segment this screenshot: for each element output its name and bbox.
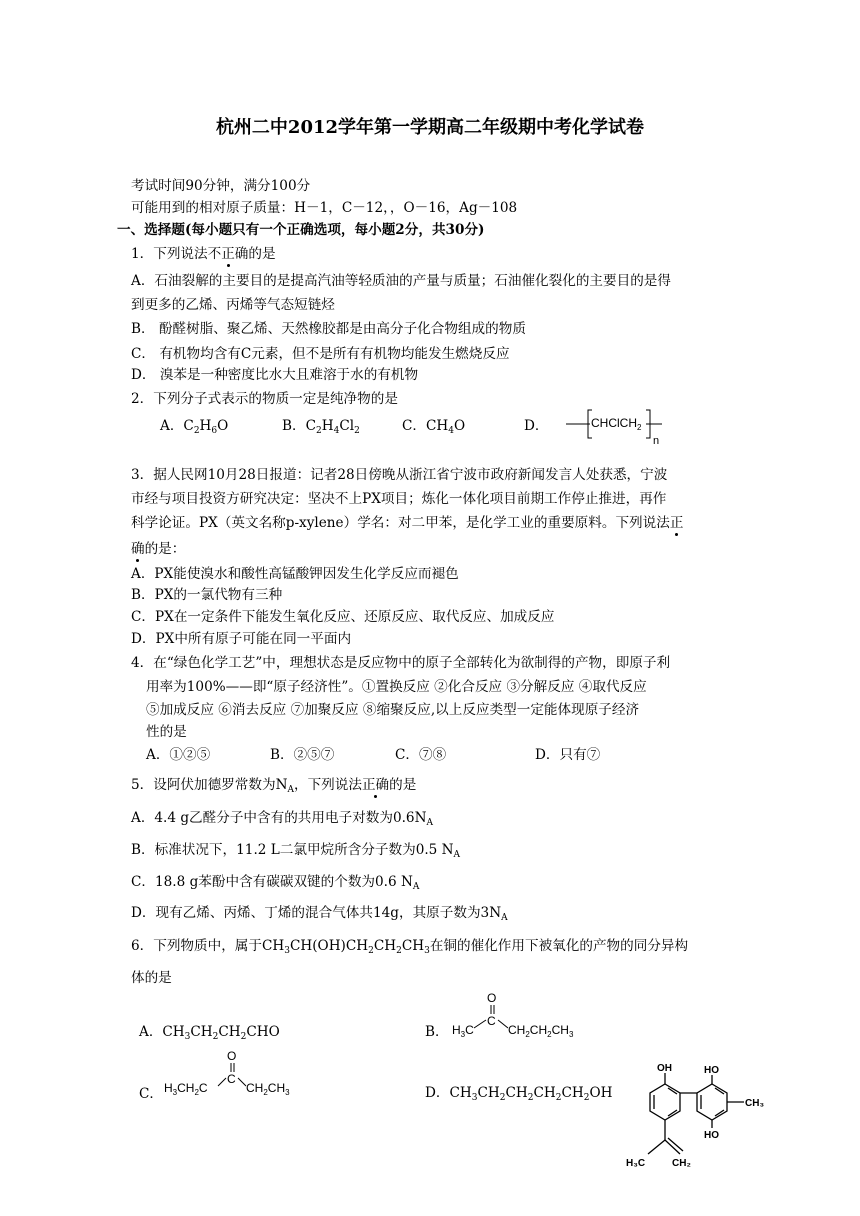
q3-line2: 市经与项目投资方研究决定：坚决不上PX项目；炼化一体化项目前期工作停止推进，再作: [131, 491, 667, 507]
c-carbon: C: [227, 1072, 236, 1086]
b-right-group: $CH_2CH_2CH_3$: [508, 1023, 574, 1039]
ch3-label: CH₃: [745, 1098, 765, 1109]
q6-line1: 6．下列物质中，属于$CH_3CH(OH)CH_2CH_2CH_3$在铜的催化作用下被氧化的产物的同分异构: [131, 938, 689, 956]
q1-stem-post: 的是: [248, 246, 276, 262]
q6-option-c-label: C．: [139, 1086, 163, 1102]
polymer-structure: [560, 402, 670, 448]
q4-line2: 用率为100%——即“原子经济性”。①置换反应 ②化合反应 ③分解反应 ④取代反应: [146, 679, 647, 695]
q5-stem: 5．设阿伏加德罗常数为$N_A$，下列说法正确的是: [131, 777, 417, 795]
q3-option-c: C．PX在一定条件下能发生氧化反应、还原反应、取代反应、加成反应: [131, 609, 555, 625]
q3-line1: 3．据人民网10月28日报道：记者28日傍晚从浙江省宁波市政府新闻发言人处获悉，宁波: [131, 467, 668, 483]
q5-emphasis: 正确: [361, 777, 390, 793]
c-oxygen: O: [227, 1049, 237, 1063]
page-title: 杭州二中2012学年第一学期高二年级期中考化学试卷: [215, 117, 645, 138]
q4-option-a: A．①②⑤: [146, 747, 211, 763]
q5-option-d: D．现有乙烯、丙烯、丁烯的混合气体共14g，其原子数为$3N_A$: [131, 905, 508, 923]
q4-line1: 4．在“绿色化学工艺”中，理想状态是反应物中的原子全部转化为欲制得的产物，即原子利: [131, 655, 671, 671]
q1-option-c: C． 有机物均含有C元素，但不是所有有机物均能发生燃烧反应: [131, 346, 510, 362]
b-carbon: C: [487, 1014, 496, 1028]
q3-emphasis-2: 确: [131, 541, 145, 557]
q4-option-b: B．②⑤⑦: [270, 747, 335, 763]
polymer-n-label: n: [653, 435, 660, 447]
oh-label-top: OH: [657, 1063, 672, 1074]
q1-option-b: B． 酚醛树脂、聚乙烯、天然橡胶都是由高分子化合物组成的物质: [131, 321, 526, 337]
q4-option-c: C．⑦⑧: [395, 747, 447, 763]
q3-emphasis-1: 正: [669, 515, 684, 531]
q2-option-a: A．$C_2H_6O$: [160, 418, 229, 436]
ho-label-top-right: HO: [704, 1065, 719, 1076]
q1-stem-emphasis: 不正确: [207, 246, 249, 262]
q5-option-c: C．18.8 g苯酚中含有碳碳双键的个数为0.6 $N_A$: [131, 874, 420, 892]
q4-line4: 性的是: [146, 724, 187, 740]
biphenyl-structure: [622, 1058, 772, 1178]
q6-option-a: A．$CH_3CH_2CH_2CHO$: [139, 1024, 280, 1042]
q6-option-c-structure: [160, 1046, 320, 1100]
q2-option-d: D．: [524, 418, 549, 434]
q2-option-b: B．$C_2H_4Cl_2$: [282, 418, 360, 436]
polymer-unit-text: CHClCH$_2$: [591, 416, 642, 432]
h3c-label: H₃C: [626, 1158, 646, 1169]
q6-option-b-label: B．: [425, 1024, 449, 1040]
q1-stem-pre: 1．下列说法: [131, 246, 208, 262]
c-left-group: $H_3CH_2C$: [164, 1081, 208, 1097]
q2-stem: 2．下列分子式表示的物质一定是纯净物的是: [131, 391, 398, 407]
ch2-label: CH₂: [672, 1158, 691, 1169]
q5-option-a: A．4.4 g乙醛分子中含有的共用电子对数为$0.6N_A$: [131, 810, 433, 828]
c-right-group: $CH_2CH_3$: [246, 1081, 290, 1097]
q3-line3: 科学论证。PX（英文名称p-xylene）学名：对二甲苯，是化学工业的重要原料。下列说法正: [131, 515, 684, 531]
b-left-group: $H_3C$: [452, 1023, 474, 1039]
q1-option-d: D． 溴苯是一种密度比水大且难溶于水的有机物: [131, 367, 419, 383]
atomic-masses: 可能用到的相对原子质量：H－1，C－12，，O－16，Ag－108: [131, 200, 518, 216]
q6-option-d: D．$CH_3CH_2CH_2CH_2CH_2OH$: [425, 1085, 613, 1103]
q1-option-a-line1: A．石油裂解的主要目的是提高汽油等轻质油的产量与质量；石油催化裂化的主要目的是得: [131, 273, 671, 289]
q3-option-d: D．PX中所有原子可能在同一平面内: [131, 631, 352, 647]
exam-time: 考试时间90分钟，满分100分: [131, 178, 311, 194]
q4-option-d: D．只有⑦: [535, 747, 601, 763]
q6-option-b-structure: [450, 988, 610, 1042]
q4-line3: ⑤加成反应 ⑥消去反应 ⑦加聚反应 ⑧缩聚反应,以上反应类型一定能体现原子经济: [146, 702, 640, 718]
q3-option-b: B．PX的一氯代物有三种: [131, 587, 283, 603]
ho-label-bottom-right: HO: [704, 1130, 719, 1141]
q2-option-c: C．$CH_4O$: [402, 418, 466, 436]
q1-option-a-line2: 到更多的乙烯、丙烯等气态短链烃: [131, 297, 335, 313]
q3-option-a: A．PX能使溴水和酸性高锰酸钾因发生化学反应而褪色: [131, 566, 459, 582]
q3-line4: 确的是：: [131, 541, 186, 557]
b-oxygen: O: [487, 991, 497, 1005]
q5-option-b: B．标准状况下，11.2 L二氯甲烷所含分子数为0.5 $N_A$: [131, 842, 461, 860]
q1-stem: [131, 245, 276, 263]
q6-line2: 体的是: [131, 970, 172, 986]
section-heading: 一、选择题(每小题只有一个正确选项，每小题2分，共30分): [117, 222, 485, 238]
